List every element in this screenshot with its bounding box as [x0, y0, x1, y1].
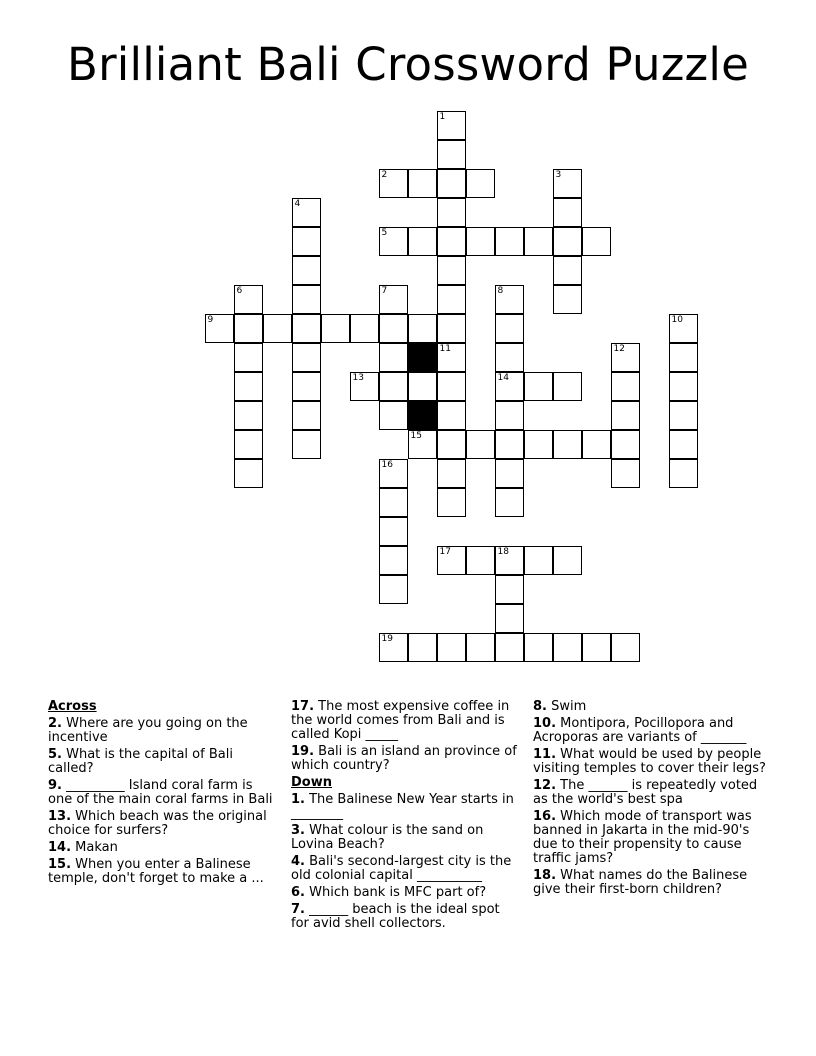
clue-text: Which beach was the original choice for surfers? — [48, 809, 267, 838]
grid-cell[interactable] — [234, 343, 263, 372]
grid-cell[interactable] — [408, 633, 437, 662]
clue-number: 4 — [294, 198, 301, 209]
clue-text: What would be used by people visiting temples to cover their legs? — [533, 747, 766, 776]
grid-cell[interactable] — [466, 169, 495, 198]
grid-cell[interactable] — [553, 198, 582, 227]
grid-cell[interactable] — [379, 459, 408, 488]
grid-cell[interactable] — [379, 401, 408, 430]
clue-number: 15 — [410, 430, 422, 441]
clue-text: Which mode of transport was banned in Jakarta in the mid-90's due to their propensity to cause traffic jams? — [533, 809, 752, 866]
grid-cell[interactable] — [611, 401, 640, 430]
clue-number: 17. — [291, 699, 315, 714]
clue-number: 9 — [207, 314, 214, 325]
grid-cell[interactable] — [495, 227, 524, 256]
grid-cell[interactable] — [437, 343, 466, 372]
down-heading: Down — [291, 775, 332, 790]
clue-number: 7 — [381, 285, 388, 296]
clue-number: 14 — [497, 372, 509, 383]
grid-cell[interactable] — [205, 314, 234, 343]
clue-number: 8 — [497, 285, 504, 296]
grid-cell[interactable] — [234, 401, 263, 430]
grid-cell[interactable] — [495, 459, 524, 488]
page-title: Brilliant Bali Crossword Puzzle — [67, 38, 749, 91]
grid-cell[interactable] — [437, 633, 466, 662]
clue-text: Bali's second-largest city is the old colonial capital __________ — [291, 854, 512, 883]
grid-cell[interactable] — [350, 372, 379, 401]
grid-cell[interactable] — [669, 401, 698, 430]
clue-item — [291, 855, 521, 883]
grid-cell[interactable] — [495, 430, 524, 459]
grid-cell[interactable] — [582, 633, 611, 662]
clue-number: 6. — [291, 885, 305, 900]
clue-item — [48, 810, 278, 838]
clue-item — [48, 858, 278, 886]
clue-item — [291, 886, 521, 900]
grid-cell[interactable] — [466, 633, 495, 662]
clue-text: Where are you going on the incentive — [48, 716, 248, 745]
grid-cell[interactable] — [495, 488, 524, 517]
clue-number: 5. — [48, 747, 62, 762]
clue-number: 2 — [381, 169, 388, 180]
grid-cell[interactable] — [495, 575, 524, 604]
grid-cell[interactable] — [292, 227, 321, 256]
clue-item — [533, 700, 773, 714]
grid-cell[interactable] — [292, 314, 321, 343]
clues-column-2 — [291, 700, 521, 934]
grid-cell[interactable] — [379, 372, 408, 401]
clue-number: 11 — [439, 343, 451, 354]
clue-text: Montipora, Pocillopora and Acroporas are variants of _______ — [533, 716, 747, 745]
clue-item — [291, 824, 521, 852]
grid-cell[interactable] — [234, 430, 263, 459]
grid-cell[interactable] — [669, 430, 698, 459]
clue-number: 16. — [533, 809, 557, 824]
grid-cell[interactable] — [379, 314, 408, 343]
clue-number: 15. — [48, 857, 72, 872]
clue-text: What is the capital of Bali called? — [48, 747, 233, 776]
grid-cell[interactable] — [234, 285, 263, 314]
grid-cell[interactable] — [553, 256, 582, 285]
grid-cell[interactable] — [292, 372, 321, 401]
grid-cell[interactable] — [553, 227, 582, 256]
grid-cell[interactable] — [437, 459, 466, 488]
clue-number: 4. — [291, 854, 305, 869]
clue-number: 18 — [497, 546, 509, 557]
clue-text: _________ Island coral farm is one of the main coral farms in Bali — [48, 778, 273, 807]
clue-item — [48, 748, 278, 776]
clue-number: 10. — [533, 716, 557, 731]
clue-text: Makan — [71, 840, 118, 855]
grid-cell[interactable] — [495, 343, 524, 372]
clue-text: When you enter a Balinese temple, don't forget to make a ... — [48, 857, 264, 886]
grid-cell[interactable] — [669, 372, 698, 401]
grid-cell[interactable] — [611, 459, 640, 488]
grid-cell[interactable] — [292, 285, 321, 314]
clue-text: The Balinese New Year starts in ________ — [291, 792, 514, 821]
clue-number: 14. — [48, 840, 72, 855]
grid-cell[interactable] — [553, 633, 582, 662]
grid-cell[interactable] — [379, 227, 408, 256]
grid-cell[interactable] — [611, 343, 640, 372]
clue-item — [533, 779, 773, 807]
grid-cell[interactable] — [292, 401, 321, 430]
grid-cell[interactable] — [611, 430, 640, 459]
clue-text: The ______ is repeatedly voted as the world's best spa — [533, 778, 758, 807]
clue-number: 13 — [352, 372, 364, 383]
grid-cell[interactable] — [553, 372, 582, 401]
grid-block — [408, 343, 437, 372]
clue-number: 6 — [236, 285, 243, 296]
grid-cell[interactable] — [437, 140, 466, 169]
grid-cell[interactable] — [263, 314, 292, 343]
grid-cell[interactable] — [669, 314, 698, 343]
grid-cell[interactable] — [437, 488, 466, 517]
clue-item — [291, 700, 521, 742]
grid-cell[interactable] — [292, 198, 321, 227]
grid-cell[interactable] — [234, 314, 263, 343]
clue-item — [533, 810, 773, 866]
grid-cell[interactable] — [379, 169, 408, 198]
grid-cell[interactable] — [524, 546, 553, 575]
grid-cell[interactable] — [408, 169, 437, 198]
clue-number: 3 — [555, 169, 562, 180]
grid-cell[interactable] — [437, 169, 466, 198]
grid-cell[interactable] — [524, 227, 553, 256]
grid-cell[interactable] — [495, 285, 524, 314]
clue-item — [48, 717, 278, 745]
grid-cell[interactable] — [466, 430, 495, 459]
grid-cell[interactable] — [495, 604, 524, 633]
clue-text: What names do the Balinese give their first-born children? — [533, 868, 748, 897]
grid-cell[interactable] — [495, 633, 524, 662]
clue-item — [533, 717, 773, 745]
grid-cell[interactable] — [611, 372, 640, 401]
clue-item — [48, 779, 278, 807]
clue-number: 1. — [291, 792, 305, 807]
clue-text: What colour is the sand on Lovina Beach? — [291, 823, 484, 852]
clues-column-1 — [48, 700, 278, 889]
grid-cell[interactable] — [495, 546, 524, 575]
grid-cell[interactable] — [437, 372, 466, 401]
grid-cell[interactable] — [408, 314, 437, 343]
clue-item — [291, 903, 521, 931]
clue-number: 12. — [533, 778, 557, 793]
grid-cell[interactable] — [524, 430, 553, 459]
grid-block — [408, 401, 437, 430]
clue-number: 13. — [48, 809, 72, 824]
grid-cell[interactable] — [379, 488, 408, 517]
clue-item — [533, 748, 773, 776]
grid-cell[interactable] — [437, 256, 466, 285]
grid-cell[interactable] — [669, 459, 698, 488]
grid-cell[interactable] — [582, 227, 611, 256]
clue-number: 1 — [439, 111, 446, 122]
clue-text: Which bank is MFC part of? — [304, 885, 487, 900]
clues-column-3 — [533, 700, 773, 900]
grid-cell[interactable] — [379, 343, 408, 372]
grid-cell[interactable] — [437, 198, 466, 227]
grid-cell[interactable] — [234, 372, 263, 401]
grid-cell[interactable] — [379, 285, 408, 314]
grid-cell[interactable] — [292, 343, 321, 372]
grid-cell[interactable] — [437, 227, 466, 256]
grid-cell[interactable] — [350, 314, 379, 343]
grid-cell[interactable] — [495, 401, 524, 430]
clue-number: 18. — [533, 868, 557, 883]
grid-cell[interactable] — [437, 401, 466, 430]
grid-cell[interactable] — [379, 517, 408, 546]
clue-number: 16 — [381, 459, 393, 470]
clue-item — [48, 841, 278, 855]
clue-text: ______ beach is the ideal spot for avid shell collectors. — [291, 902, 500, 931]
clue-number: 19 — [381, 633, 393, 644]
grid-cell[interactable] — [234, 459, 263, 488]
clue-number: 2. — [48, 716, 62, 731]
grid-cell[interactable] — [524, 372, 553, 401]
clue-number: 8. — [533, 699, 547, 714]
clue-number: 10 — [671, 314, 683, 325]
grid-cell[interactable] — [495, 314, 524, 343]
clue-text: Swim — [546, 699, 587, 714]
grid-cell[interactable] — [408, 227, 437, 256]
grid-cell[interactable] — [379, 633, 408, 662]
grid-cell[interactable] — [611, 633, 640, 662]
clue-number: 12 — [613, 343, 625, 354]
grid-cell[interactable] — [437, 111, 466, 140]
grid-cell[interactable] — [437, 314, 466, 343]
grid-cell[interactable] — [582, 430, 611, 459]
grid-cell[interactable] — [495, 372, 524, 401]
grid-cell[interactable] — [379, 546, 408, 575]
grid-cell[interactable] — [524, 633, 553, 662]
across-heading: Across — [48, 699, 97, 714]
clue-text: Bali is an island an province of which country? — [291, 744, 517, 773]
clue-item — [291, 793, 521, 821]
clue-number: 19. — [291, 744, 315, 759]
grid-cell[interactable] — [553, 169, 582, 198]
grid-cell[interactable] — [437, 430, 466, 459]
grid-cell[interactable] — [553, 546, 582, 575]
clue-number: 3. — [291, 823, 305, 838]
grid-cell[interactable] — [437, 285, 466, 314]
grid-cell[interactable] — [466, 227, 495, 256]
grid-cell[interactable] — [379, 575, 408, 604]
clue-text: The most expensive coffee in the world comes from Bali and is called Kopi _____ — [291, 699, 510, 742]
grid-cell[interactable] — [669, 343, 698, 372]
grid-cell[interactable] — [408, 372, 437, 401]
clue-number: 11. — [533, 747, 557, 762]
grid-cell[interactable] — [408, 430, 437, 459]
clue-item — [533, 869, 773, 897]
grid-cell[interactable] — [466, 546, 495, 575]
grid-cell[interactable] — [321, 314, 350, 343]
clue-number: 5 — [381, 227, 388, 238]
clue-number: 7. — [291, 902, 305, 917]
grid-cell[interactable] — [292, 430, 321, 459]
grid-cell[interactable] — [292, 256, 321, 285]
grid-cell[interactable] — [437, 546, 466, 575]
clue-item — [291, 745, 521, 773]
grid-cell[interactable] — [553, 430, 582, 459]
grid-cell[interactable] — [553, 285, 582, 314]
clue-number: 9. — [48, 778, 62, 793]
clue-number: 17 — [439, 546, 451, 557]
